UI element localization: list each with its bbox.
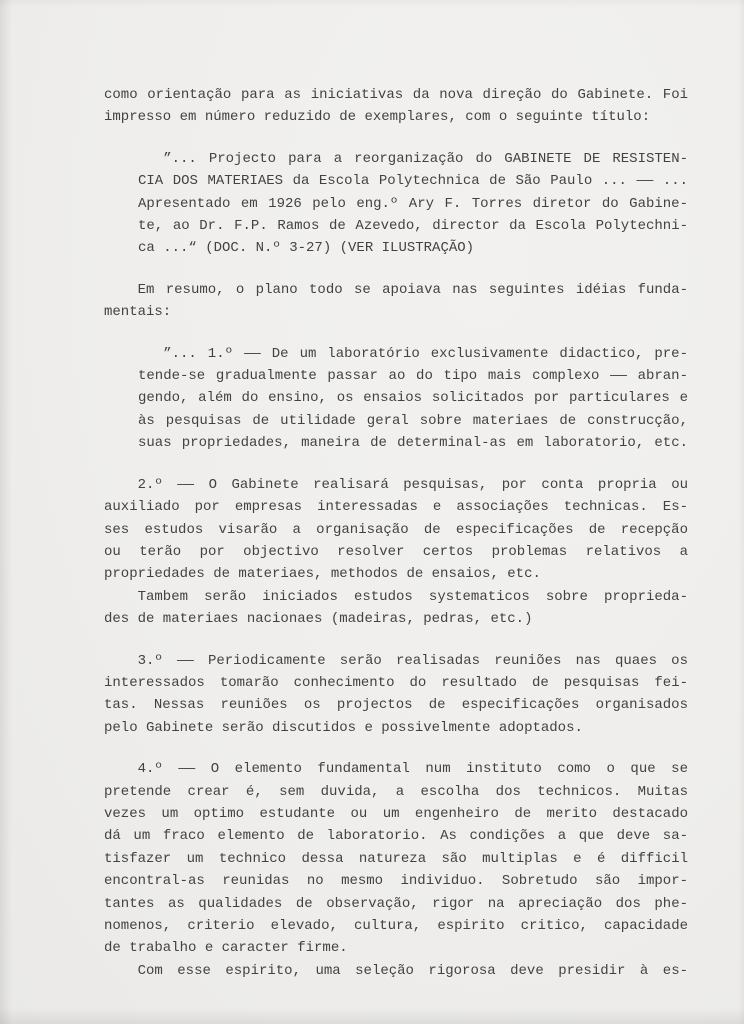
text-line: vezes um optimo estudante ou um engenheiro de merito destacado	[104, 805, 688, 822]
text-line: auxiliado por empresas interessadas e associações technicas. Es-	[104, 499, 688, 516]
text-line: interessados tomarão conhecimento do resultado de pesquisas fei-	[104, 674, 688, 691]
text-line: Tambem serão iniciados estudos systematicos sobre proprieda-	[137, 588, 688, 605]
text-line: ses estudos visarão a organisação de especificações de recepção	[104, 521, 688, 538]
text-line: tantes as qualidades de observação, rigor na apreciação dos phe-	[104, 895, 688, 912]
text-line: Em resumo, o plano todo se apoiava nas seguintes idéias funda-	[137, 281, 688, 298]
paragraph-intro	[104, 84, 688, 129]
text-line: 4.º —— O elemento fundamental num instituto como o que se	[137, 761, 688, 778]
text-line: 3.º —— Periodicamente serão realisadas reuniões nas quaes os	[137, 652, 688, 669]
text-line: pelo Gabinete serão discutidos e possivelmente adoptados.	[104, 719, 583, 736]
text-line: de trabalho e caracter firme.	[104, 940, 348, 957]
item-4	[104, 758, 688, 982]
text-line: nomenos, criterio elevado, cultura, espirito critico, capacidade	[104, 918, 688, 934]
quote-item-1	[138, 343, 688, 455]
text-line: como orientação para as iniciativas da nova direção do Gabinete. Foi	[104, 87, 688, 103]
text-line: mentais:	[104, 304, 172, 321]
text-line: tisfazer um technico dessa natureza são multiplas e é difficil	[104, 850, 688, 867]
item-3	[104, 650, 688, 740]
text-line: encontral-as reunidas no mesmo individuo. Sobretudo são impor-	[104, 873, 688, 890]
text-line: pretende crear é, sem duvida, a escolha dos technicos. Muitas	[104, 783, 688, 800]
text-line: propriedades de materiaes, methodos de ensaios, etc.	[104, 566, 541, 583]
page-text	[104, 84, 688, 982]
text-line: impresso em número reduzido de exemplares, com o seguinte título:	[104, 109, 651, 126]
text-line: tende-se gradualmente passar ao do tipo mais complexo —— abran-	[138, 368, 688, 385]
text-line: suas propriedades, maneira de determinal-as em laboratorio, etc.	[138, 435, 688, 452]
text-line: Apresentado em 1926 pelo eng.º Ary F. Torres diretor do Gabine-	[138, 195, 688, 212]
text-line: des de materiaes nacionaes (madeiras, pedras, etc.)	[104, 611, 533, 628]
text-line: ”... 1.º —— De um laboratório exclusivamente didactico, pre-	[163, 345, 688, 362]
text-line: às pesquisas de utilidade geral sobre materiaes de construcção,	[138, 412, 688, 429]
item-2	[104, 474, 688, 631]
text-line: gendo, além do ensino, os ensaios solicitados por particulares e	[138, 390, 688, 407]
text-line: Com esse espirito, uma seleção rigorosa deve presidir à es-	[137, 962, 688, 979]
text-line: CIA DOS MATERIAES da Escola Polytechnica de São Paulo ... —— ...	[138, 173, 688, 190]
text-line: 2.º —— O Gabinete realisará pesquisas, por conta propria ou	[137, 476, 688, 493]
quote-project-title	[138, 148, 688, 260]
text-line: te, ao Dr. F.P. Ramos de Azevedo, director da Escola Polytechni-	[138, 218, 688, 235]
text-line: ca ...“ (DOC. N.º 3-27) (VER ILUSTRAÇÃO)	[138, 240, 475, 257]
text-line: ou terão por objectivo resolver certos problemas relativos a	[104, 543, 688, 560]
text-line: ”... Projecto para a reorganização do GABINETE DE RESISTEN-	[163, 150, 688, 167]
paragraph-summary	[104, 279, 688, 324]
text-line: tas. Nessas reuniões os projectos de especificações organisados	[104, 697, 688, 714]
text-line: dá um fraco elemento de laboratorio. As condições a que deve sa-	[104, 828, 688, 845]
